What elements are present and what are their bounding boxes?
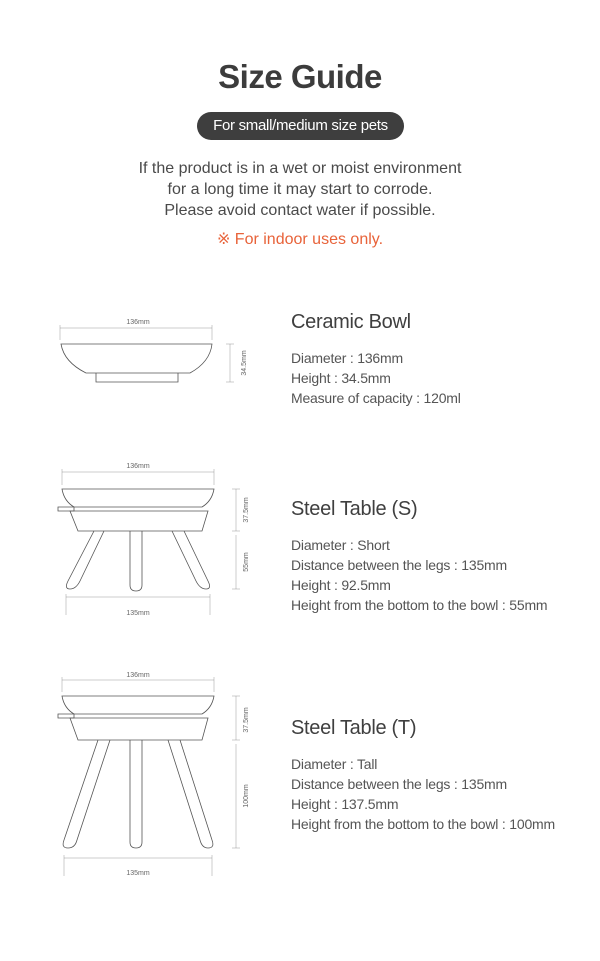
product-name: Steel Table (S)	[291, 498, 418, 520]
notice-text	[0, 158, 600, 221]
ceramic-bowl-drawing	[50, 310, 260, 390]
ceramic-bowl-info	[291, 311, 461, 408]
steel-table-t-drawing	[50, 662, 260, 884]
table-s-width-label: 136mm	[126, 463, 150, 470]
product-spec: Height : 34.5mm	[291, 370, 391, 386]
size-badge: For small/medium size pets	[197, 112, 404, 140]
steel-table-s-drawing	[50, 455, 260, 625]
table-s-leg-height-label: 55mm	[243, 552, 250, 572]
table-t-leg-span-label: 135mm	[126, 870, 150, 877]
product-spec: Distance between the legs : 135mm	[291, 776, 507, 792]
table-s-bowl-height-label: 37.5mm	[243, 497, 250, 523]
bowl-height-label: 34.5mm	[241, 350, 248, 376]
page-title: Size Guide	[218, 58, 382, 95]
steel-table-t-info	[291, 717, 555, 834]
notice-line: for a long time it may start to corrode.	[167, 181, 433, 198]
product-name: Ceramic Bowl	[291, 311, 411, 333]
product-name: Steel Table (T)	[291, 717, 417, 739]
product-spec: Diameter : Tall	[291, 756, 378, 772]
product-spec: Diameter : 136mm	[291, 350, 403, 366]
bowl-width-label: 136mm	[126, 319, 150, 326]
table-t-leg-height-label: 100mm	[243, 784, 250, 808]
indoor-warning: ※ For indoor uses only.	[216, 231, 384, 248]
product-spec: Diameter : Short	[291, 537, 390, 553]
notice-line: Please avoid contact water if possible.	[164, 202, 436, 219]
product-spec: Height : 137.5mm	[291, 796, 399, 812]
table-s-leg-span-label: 135mm	[126, 610, 150, 617]
notice-line: If the product is in a wet or moist environment	[138, 160, 462, 177]
table-t-width-label: 136mm	[126, 672, 150, 679]
product-spec: Height from the bottom to the bowl : 55mm	[291, 597, 548, 613]
product-spec: Height : 92.5mm	[291, 577, 391, 593]
steel-table-s-info	[291, 498, 547, 615]
product-spec: Distance between the legs : 135mm	[291, 557, 507, 573]
table-t-bowl-height-label: 37.5mm	[243, 707, 250, 733]
product-spec: Height from the bottom to the bowl : 100mm	[291, 816, 555, 832]
product-spec: Measure of capacity : 120ml	[291, 390, 461, 406]
